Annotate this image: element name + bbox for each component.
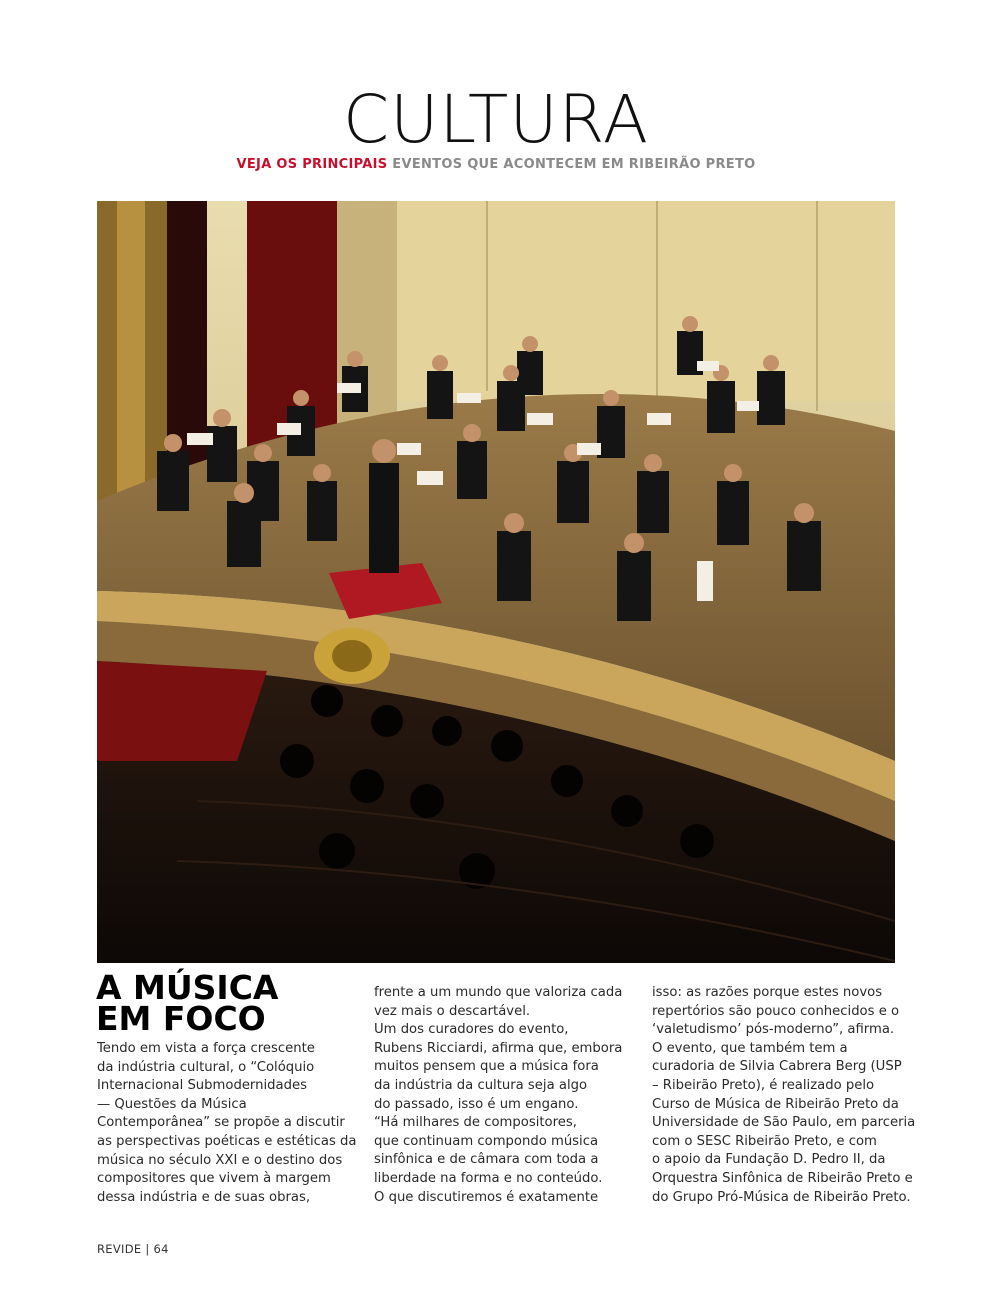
text-line: liberdade na forma e no conteúdo. <box>374 1170 603 1186</box>
text-line: Contemporânea” se propõe a discutir <box>97 1115 345 1131</box>
text-line: sinfônica e de câmara com toda a <box>374 1152 599 1168</box>
text-line: música no século XXI e o destino dos <box>97 1152 343 1168</box>
text-line: com o SESC Ribeirão Preto, e com <box>652 1133 877 1149</box>
headline-line-2: EM FOCO <box>96 999 266 1038</box>
article-column-3 <box>652 984 916 1207</box>
text-line: Internacional Submodernidades <box>97 1078 307 1094</box>
text-line: O evento, que também tem a <box>652 1040 848 1056</box>
text-line: repertórios são pouco conhecidos e o <box>652 1003 900 1019</box>
orchestra-illustration <box>97 201 895 963</box>
text-line: as perspectivas poéticas e estéticas da <box>97 1133 357 1149</box>
text-line: dessa indústria e de suas obras, <box>97 1189 311 1205</box>
text-line: do Grupo Pró-Música de Ribeirão Preto. <box>652 1189 911 1205</box>
article-column-2 <box>374 984 624 1207</box>
text-line: isso: as razões porque estes novos <box>652 985 883 1000</box>
text-line: curadoria de Silvia Cabrera Berg (USP <box>652 1059 902 1075</box>
magazine-name: REVIDE <box>97 1242 142 1256</box>
text-line: que continuam compondo música <box>374 1133 599 1149</box>
text-line: Universidade de São Paulo, em parceria <box>652 1115 916 1131</box>
text-line: O que discutiremos é exatamente <box>374 1189 599 1205</box>
page-number: 64 <box>153 1242 169 1256</box>
text-line: ‘valetudismo’ pós-moderno”, afirma. <box>652 1022 895 1038</box>
text-line: da indústria cultural, o “Colóquio <box>97 1059 315 1075</box>
text-line: — Questões da Música <box>97 1096 247 1112</box>
headline-line-1: A MÚSICA <box>96 968 279 1007</box>
text-line: o apoio da Fundação D. Pedro II, da <box>652 1152 886 1168</box>
page-footer <box>97 1242 169 1256</box>
text-line: frente a um mundo que valoriza cada <box>374 985 623 1000</box>
text-line: vez mais o descartável. <box>374 1003 531 1019</box>
footer-separator: | <box>141 1242 154 1256</box>
text-line: Curso de Música de Ribeirão Preto da <box>652 1096 899 1112</box>
article-headline <box>96 968 366 1038</box>
text-line: muitos pensem que a música fora <box>374 1059 599 1075</box>
article-column-1 <box>97 1040 357 1207</box>
text-line: “Há milhares de compositores, <box>374 1115 577 1131</box>
text-line: da indústria da cultura seja algo <box>374 1077 588 1093</box>
subtitle-rest: EVENTOS QUE ACONTECEM EM RIBEIRÃO PRETO <box>387 157 756 172</box>
text-line: do passado, isso é um engano. <box>374 1096 579 1112</box>
orchestra-photo <box>97 201 895 963</box>
section-subtitle <box>0 157 992 172</box>
text-line: – Ribeirão Preto), é realizado pelo <box>652 1077 875 1093</box>
text-line: Orquestra Sinfônica de Ribeirão Preto e <box>652 1170 913 1186</box>
text-line: Rubens Ricciardi, afirma que, embora <box>374 1040 623 1056</box>
subtitle-highlight: VEJA OS PRINCIPAIS <box>236 157 388 172</box>
text-line: compositores que vivem à margem <box>97 1171 331 1187</box>
section-title: CULTURA <box>342 81 650 158</box>
text-line: Tendo em vista a força crescente <box>97 1041 315 1056</box>
text-line: Um dos curadores do evento, <box>374 1022 569 1038</box>
